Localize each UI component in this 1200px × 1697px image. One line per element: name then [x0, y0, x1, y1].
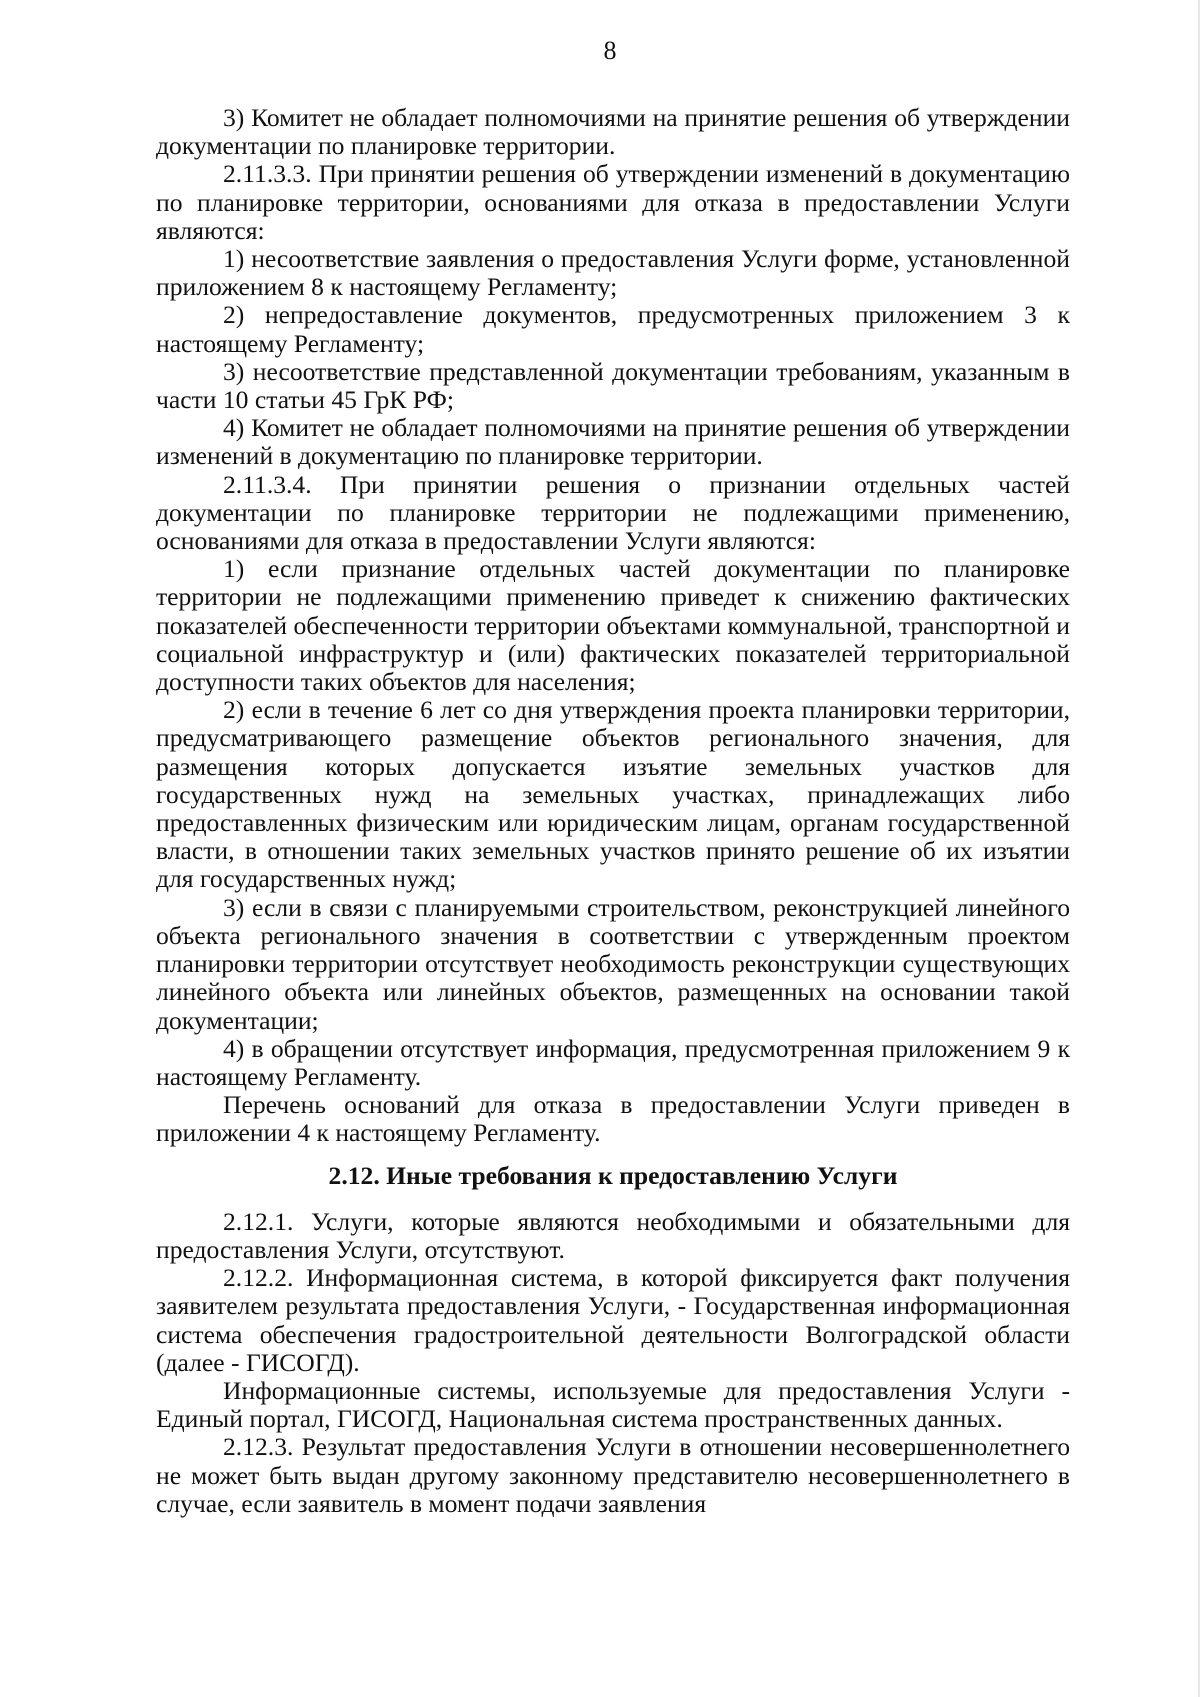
paragraph: 2) непредоставление документов, предусмотренных приложением 3 к настоящему Регламенту;: [156, 300, 1070, 358]
paragraph: 2.12.2. Информационная система, в которой фиксируется факт получения заявителем результата предоставления Услуги, - Государственная информационная система обеспечения градостроительной деятельности Волгоградской области (далее - ГИСОГД).: [156, 1263, 1070, 1377]
paragraph: 3) если в связи с планируемыми строительством, реконструкцией линейного объекта регионального значения в соответствии с утвержденным проектом планировки территории отсутствует необходимость реконструкции существующих линейного объекта или линейных объектов, размещенных на основании такой документации;: [156, 892, 1070, 1035]
paragraph: 2) если в течение 6 лет со дня утверждения проекта планировки территории, предусматривающего размещение объектов регионального значения, для размещения которых допускается изъятие земельных участков для государственных нужд на земельных участках, принадлежащих либо предоставленных физическим или юридическим лицам, органам государственной власти, в отношении таких земельных участков принято решение об их изъятии для государственных нужд;: [156, 695, 1070, 894]
paragraph: 3) несоответствие представленной документации требованиям, указанным в части 10 статьи 45 ГрК РФ;: [156, 356, 1070, 415]
paragraph: 4) в обращении отсутствует информация, предусмотренная приложением 9 к настоящему Регламенту.: [156, 1033, 1070, 1091]
paragraph: 2.12.1. Услуги, которые являются необходимыми и обязательными для предоставления Услуги, отсутствуют.: [156, 1206, 1070, 1264]
paragraph: Перечень оснований для отказа в предоставлении Услуги приведен в приложении 4 к настоящему Регламенту.: [156, 1090, 1070, 1148]
paragraph: 4) Комитет не обладает полномочиями на принятие решения об утверждении изменений в документацию по планировке территории.: [156, 413, 1070, 471]
page-number: 8: [603, 36, 617, 65]
paragraph: 2.11.3.4. При принятии решения о признании отдельных частей документации по планировке территории не подлежащими применению, основаниями для отказа в предоставлении Услуги являются:: [156, 469, 1070, 556]
paragraph: 2.11.3.3. При принятии решения об утверждении изменений в документацию по планировке территории, основаниями для отказа в предоставлении Услуги являются:: [156, 159, 1070, 245]
paragraph: 1) если признание отдельных частей документации по планировке территории не подлежащими применению приведет к снижению фактических показателей обеспеченности территории объектами коммунальной, транспортной и социальной инфраструктур и (или) фактических показателей территориальной доступности таких объектов для населения;: [156, 554, 1071, 697]
section-heading: 2.12. Иные требования к предоставлению Услуги: [328, 1160, 898, 1190]
paragraph: 3) Комитет не обладает полномочиями на принятие решения об утверждении документации по планировке территории.: [156, 103, 1070, 161]
document-body: [156, 104, 1070, 1518]
paragraph: Информационные системы, используемые для предоставления Услуги - Единый портал, ГИСОГД, Национальная система пространственных данных.: [156, 1375, 1070, 1434]
paragraph: 2.12.3. Результат предоставления Услуги в отношении несовершеннолетнего не может быть выдан другому законному представителю несовершеннолетнего в случае, если заявитель в момент подачи заявления: [156, 1432, 1070, 1518]
paragraph: 1) несоответствие заявления о предоставления Услуги форме, установленной приложением 8 к настоящему Регламенту;: [156, 244, 1070, 302]
